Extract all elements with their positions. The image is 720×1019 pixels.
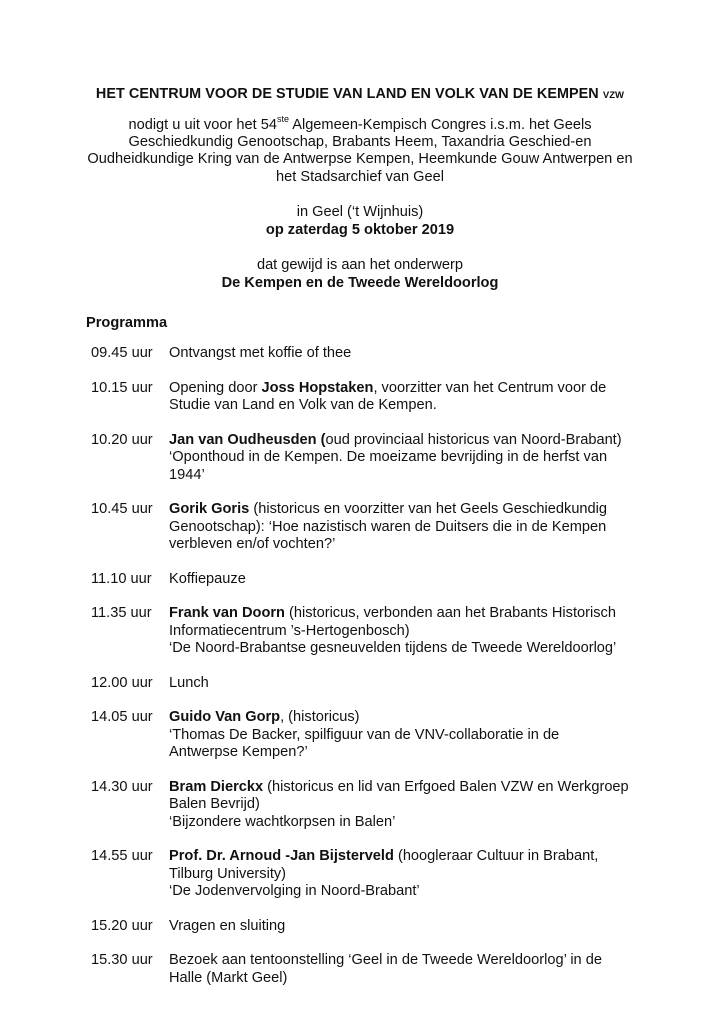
program-item-line [169, 432, 646, 450]
program-item-line [169, 779, 646, 797]
program-item-time: 09.45 uur [91, 345, 153, 361]
program-item-line [169, 744, 646, 762]
program-item-text: (historicus, verbonden aan het Brabants Historisch [284, 605, 616, 621]
program-item [86, 345, 646, 363]
program-item-line [169, 571, 646, 589]
organization-suffix: VZW [602, 90, 625, 101]
program-item-time: 14.55 uur [91, 848, 153, 864]
program-item-line [169, 866, 646, 884]
program-item-text: Vragen en sluiting [169, 917, 286, 934]
program-item-description [169, 380, 646, 415]
speaker-name: Gorik Goris [169, 501, 250, 517]
program-item [86, 571, 646, 589]
program-item-text: (historicus en voorzitter van het Geels Geschiedkundig [249, 501, 608, 517]
program-item-description [169, 345, 646, 363]
program-item-text: , voorzitter van het Centrum voor de [373, 379, 607, 396]
invitation-line-1 [60, 113, 660, 134]
program-item-text: 1944’ [169, 466, 205, 483]
speaker-name: Joss Hopstaken [261, 379, 374, 396]
program-item-description [169, 432, 646, 485]
program-item-line [169, 918, 646, 936]
program-item-line [169, 345, 646, 363]
program-item-text: verbleven en/of vochten?’ [169, 536, 336, 552]
program-item-time: 15.20 uur [91, 917, 153, 934]
program-item [86, 848, 646, 901]
program-item-line [169, 848, 646, 866]
program-item-time: 10.15 uur [91, 379, 153, 396]
program-item-time: 11.35 uur [91, 605, 152, 621]
program-item-description [169, 848, 646, 901]
program-item-line [169, 814, 646, 832]
speaker-name: Jan van Oudheusden ( [169, 431, 326, 448]
program-item-line [169, 605, 646, 623]
program-item-line [169, 796, 646, 814]
program-item-time: 14.30 uur [91, 778, 153, 795]
program-item-time: 15.30 uur [91, 952, 153, 968]
program-item [86, 709, 646, 762]
program-item-description [169, 918, 646, 936]
program-item-time: 10.45 uur [91, 501, 153, 517]
program-item-text: (hoogleraar Cultuur in Brabant, [393, 848, 599, 864]
program-item-text: ‘De Jodenvervolging in Noord-Brabant’ [169, 883, 420, 899]
program-item-time: 10.20 uur [91, 431, 153, 448]
invitation-line-2: Geschiedkundig Genootschap, Brabants Heem, Taxandria Geschied-en [128, 133, 592, 150]
program-item-line [169, 501, 646, 519]
invitation-line-3: Oudheidkundige Kring van de Antwerpse Kempen, Heemkunde Gouw Antwerpen en [87, 151, 633, 168]
program-item-text: Informatiecentrum ’s-Hertogenbosch) [169, 622, 410, 639]
program-item-time: 12.00 uur [91, 674, 153, 691]
program-item-text: Bezoek aan tentoonstelling ‘Geel in de Tweede Wereldoorlog’ in de [169, 952, 602, 968]
speaker-name: Prof. Dr. Arnoud -Jan Bijsterveld [169, 848, 394, 864]
topic-intro: dat gewijd is aan het onderwerp [256, 257, 464, 274]
program-item [86, 918, 646, 936]
program-item-line [169, 709, 646, 727]
program-item-text: Tilburg University) [169, 865, 287, 882]
program-item-text: Koffiepauze [169, 570, 246, 587]
program-item-line [169, 397, 646, 415]
program-item-description [169, 779, 646, 832]
document-header [60, 86, 660, 292]
program-item-text: oud provinciaal historicus van Noord-Brabant) [325, 431, 622, 448]
speaker-name: Frank van Doorn [169, 605, 285, 621]
program-item [86, 675, 646, 693]
speaker-name: Bram Dierckx [169, 778, 264, 795]
program-item [86, 605, 646, 658]
program-item [86, 432, 646, 485]
program-item-time: 11.10 uur [91, 570, 152, 587]
program-item-description [169, 605, 646, 658]
program-item-text: Halle (Markt Geel) [169, 969, 288, 986]
speaker-name: Guido Van Gorp [169, 709, 281, 725]
program-item-description [169, 952, 646, 987]
program-item-description [169, 675, 646, 693]
program-item-line [169, 623, 646, 641]
program-item-text: Genootschap): ‘Hoe nazistisch waren de Duitsers die in de Kempen [169, 518, 607, 535]
program-item [86, 380, 646, 415]
event-date: op zaterdag 5 oktober 2019 [265, 221, 455, 238]
program-item-text: , (historicus) [280, 709, 360, 725]
program-item-line [169, 380, 646, 398]
program-item-text: Studie van Land en Volk van de Kempen. [169, 397, 437, 413]
program-item [86, 779, 646, 832]
program-item-line [169, 640, 646, 658]
program-item-text: (historicus en lid van Erfgoed Balen VZW en Werkgroep [263, 778, 629, 795]
program-item-line [169, 536, 646, 554]
ordinal-superscript: ste [276, 113, 289, 124]
program-item-description [169, 571, 646, 589]
invitation-text [60, 113, 660, 187]
program-item-line [169, 970, 646, 988]
program-item-text: Balen Bevrijd) [169, 796, 260, 812]
program-item-text: ‘Thomas De Backer, spilfiguur van de VNV-collaboratie in de [169, 726, 560, 743]
program-item-text: ‘Oponthoud in de Kempen. De moeizame bevrijding in de herfst van [169, 449, 608, 465]
program-item-text: Ontvangst met koffie of thee [169, 345, 352, 361]
program-item-line [169, 519, 646, 537]
event-topic: De Kempen en de Tweede Wereldoorlog [221, 274, 499, 291]
program-item-text: ‘De Noord-Brabantse gesneuvelden tijdens de Tweede Wereldoorlog’ [169, 640, 617, 656]
program-item-text: ‘Bijzondere wachtkorpsen in Balen’ [169, 813, 396, 830]
program-item-line [169, 675, 646, 693]
program-item-description [169, 501, 646, 554]
program-item [86, 501, 646, 554]
program-item-text: Opening door [169, 379, 262, 396]
program-item-line [169, 883, 646, 901]
program-heading: Programma [86, 315, 168, 331]
invitation-line-1-end: Algemeen-Kempisch Congres i.s.m. het Geels [288, 116, 592, 133]
program-item-line [169, 727, 646, 745]
venue: in Geel (‘t Wijnhuis) [296, 204, 424, 221]
program-list [86, 345, 646, 1004]
program-item-text: Antwerpse Kempen?’ [169, 744, 308, 760]
program-item [86, 952, 646, 987]
program-item-line [169, 467, 646, 485]
program-item-text: Lunch [169, 674, 209, 691]
organization-title [60, 86, 660, 105]
invitation-line-1-start: nodigt u uit voor het 54 [128, 116, 277, 133]
program-item-description [169, 709, 646, 762]
program-item-line [169, 449, 646, 467]
organization-name: HET CENTRUM VOOR DE STUDIE VAN LAND EN VOLK VAN DE KEMPEN [95, 86, 599, 102]
program-item-line [169, 952, 646, 970]
invitation-line-4: het Stadsarchief van Geel [276, 168, 444, 185]
program-item-time: 14.05 uur [91, 709, 153, 725]
